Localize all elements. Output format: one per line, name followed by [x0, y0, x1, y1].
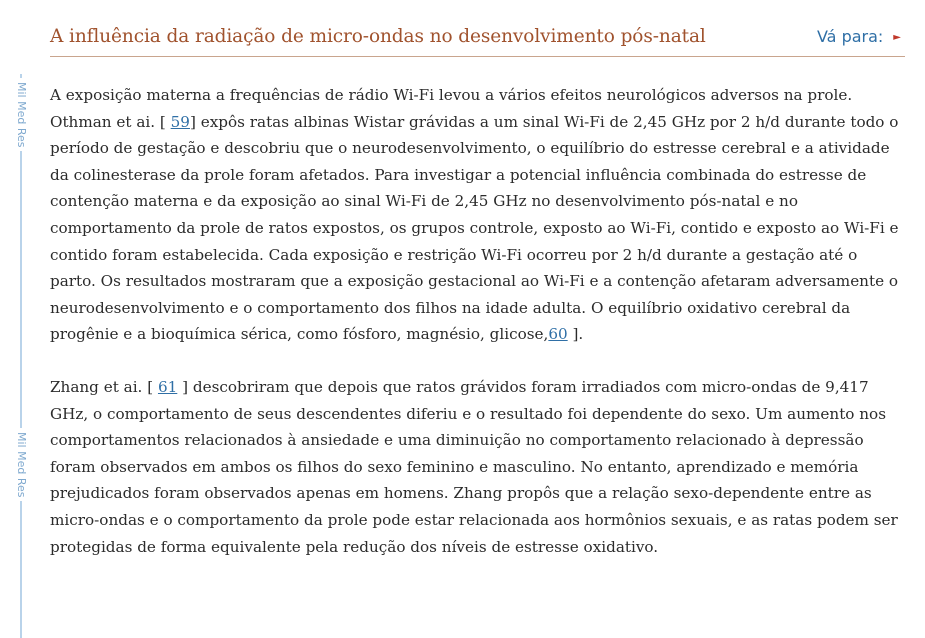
paragraph-text: A exposição materna a frequências de rádio Wi-Fi levou a vários efeitos neurológicos adversos na prole. Othman et ai. [ [50, 86, 853, 131]
jump-to-label: Vá para: [816, 27, 884, 46]
paragraph-text: ] descobriram que depois que ratos grávidos foram irradiados com micro-ondas de 9,417 GHz, o comportamento de seus descendentes diferiu e o resultado foi dependente do sexo. Um aumento nos comportamentos relacionados à ansiedade e uma diminuição no comportamento relacionado à depressão foram observados em ambos os filhos do sexo feminino e masculino. No entanto, aprendizado e memória prejudicados foram observados apenas em homens. Zhang propôs que a relação sexo-dependente entre as micro-ondas e o comportamento da prole pode estar relacionada aos hormônios sexuais, e as ratas podem ser protegidas de forma equivalente pela redução dos níveis de estresse oxidativo. [50, 377, 898, 556]
paragraph [50, 82, 905, 348]
triangle-right-icon: ► [893, 32, 901, 43]
paragraph-text: ] expôs ratas albinas Wistar grávidas a um sinal Wi-Fi de 2,45 GHz por 2 h/d durante todo o período de gestação e descobriu que o neurodesenvolvimento, o equilíbrio do estresse cerebral e a atividade da colinesterase da prole foram afetados. Para investigar a potencial influência combinada do estresse de contenção materna e da exposição ao sinal Wi-Fi de 2,45 GHz no desenvolvimento pós-natal e no comportamento da prole de ratos expostos, os grupos controle, exposto ao Wi-Fi, contido e exposto ao Wi-Fi e contido foram estabelecida. Cada exposição e restrição Wi-Fi ocorreu por 2 h/d durante a gestação até o parto. Os resultados mostraram que a exposição gestacional ao Wi-Fi e a contenção afetaram adversamente o neurodesenvolvimento e o comportamento dos filhos na idade adulta. O equilíbrio oxidativo cerebral da progênie e a bioquímica sérica, como fósforo, magnésio, glicose, [50, 112, 899, 344]
section-header [50, 22, 905, 57]
reference-link-60[interactable]: 60 [548, 325, 568, 344]
journal-side-rail [20, 74, 22, 638]
article-body [50, 82, 905, 586]
reference-link-59[interactable]: 59 [170, 112, 190, 131]
section-title: A influência da radiação de micro-ondas no desenvolvimento pós-natal [50, 26, 706, 47]
paragraph-text: ]. [567, 325, 584, 344]
journal-side-label: Mil Med Res [13, 78, 29, 151]
jump-to-menu[interactable] [817, 27, 901, 46]
reference-link-61[interactable]: 61 [157, 377, 178, 396]
paragraph-text: Zhang et ai. [ [50, 377, 158, 396]
journal-side-label: Mil Med Res [13, 428, 29, 501]
paragraph [50, 374, 905, 560]
